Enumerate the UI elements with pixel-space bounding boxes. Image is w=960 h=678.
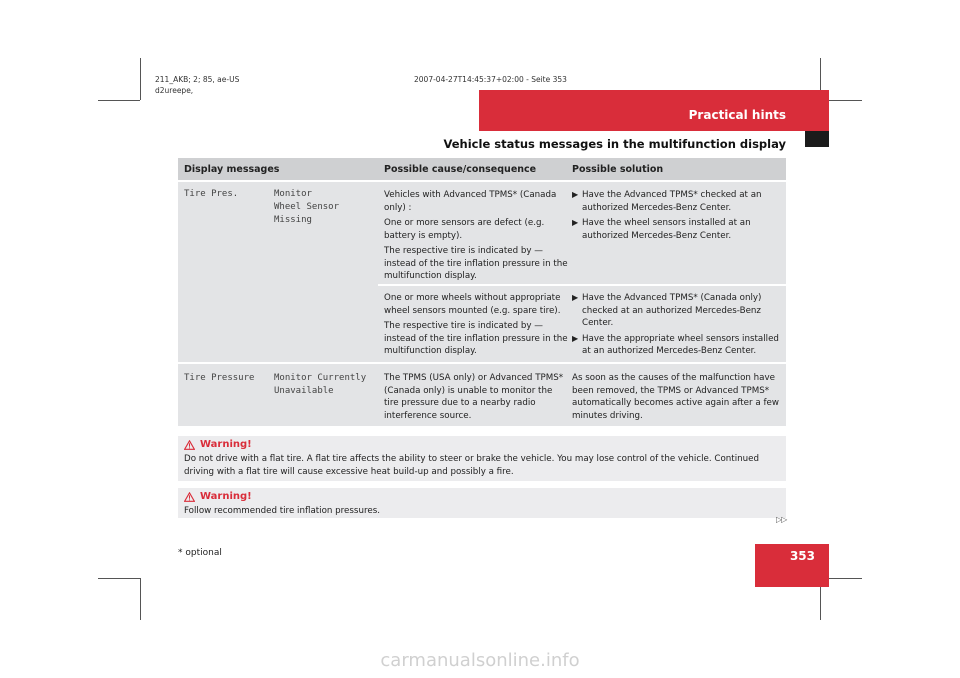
cause-cell: The TPMS (USA only) or Advanced TPMS* (Canada only) is unable to monitor the tire pressure due to a nearby radio interference source. bbox=[384, 373, 564, 421]
warning-triangle-icon bbox=[184, 492, 195, 502]
continued-arrow-icon: ▷▷ bbox=[776, 515, 787, 524]
solution-cell bbox=[572, 292, 780, 361]
page-number: 353 bbox=[789, 549, 815, 563]
solution-cell: As soon as the causes of the malfunction have been removed, the TPMS or Advanced TPMS* automatically becomes active again after a few minutes driving. bbox=[572, 373, 779, 421]
display-message bbox=[274, 188, 339, 227]
solution-item bbox=[572, 217, 780, 242]
arrow-right-icon: ▶ bbox=[572, 218, 579, 227]
crop-mark bbox=[98, 100, 140, 101]
arrow-right-icon: ▶ bbox=[572, 190, 579, 199]
warning-triangle-icon bbox=[184, 440, 195, 450]
cause-text: The respective tire is indicated by — instead of the tire inflation pressure in the multifunction display. bbox=[384, 321, 568, 356]
column-header-solution: Possible solution bbox=[572, 164, 664, 175]
column-header-cause: Possible cause/consequence bbox=[384, 164, 537, 175]
arrow-right-icon: ▶ bbox=[572, 293, 579, 302]
print-code-line2: d2ureepe, bbox=[155, 86, 194, 95]
crop-mark bbox=[140, 578, 141, 620]
warning-title bbox=[184, 491, 252, 502]
message-line: Unavailable bbox=[274, 386, 334, 396]
warning-title-text: Warning! bbox=[200, 439, 252, 450]
message-line: Wheel Sensor bbox=[274, 202, 340, 212]
display-code: Tire Pres. bbox=[184, 189, 239, 199]
status-messages-table bbox=[178, 158, 786, 426]
arrow-right-icon: ▶ bbox=[572, 333, 579, 343]
warning-title bbox=[184, 439, 252, 450]
print-code-line1: 211_AKB; 2; 85, ae-US bbox=[155, 75, 240, 84]
display-code: Tire Pressure bbox=[184, 373, 255, 383]
solution-text: Have the Advanced TPMS* (Canada only) checked at an authorized Mercedes-Benz Center. bbox=[582, 293, 762, 328]
table-row bbox=[178, 362, 786, 426]
cause-cell bbox=[384, 189, 568, 286]
warning-box bbox=[178, 488, 786, 518]
print-meta bbox=[155, 74, 239, 96]
table-header bbox=[178, 158, 786, 180]
print-timestamp: 2007-04-27T14:45:37+02:00 - Seite 353 bbox=[414, 75, 567, 84]
crop-mark bbox=[140, 58, 141, 100]
solution-item bbox=[572, 292, 780, 330]
cause-text: One or more sensors are defect (e.g. battery is empty). bbox=[384, 218, 545, 241]
cause-text: Vehicles with Advanced TPMS* (Canada only) : bbox=[384, 190, 557, 213]
cause-text: One or more wheels without appropriate wheel sensors mounted (e.g. spare tire). bbox=[384, 293, 561, 316]
watermark-footer: carmanualsonline.info bbox=[380, 650, 580, 671]
solution-text: Have the wheel sensors installed at an authorized Mercedes-Benz Center. bbox=[582, 218, 751, 241]
solution-text: Have the Advanced TPMS* checked at an authorized Mercedes-Benz Center. bbox=[582, 190, 762, 213]
cause-cell bbox=[384, 292, 568, 361]
crop-mark bbox=[98, 578, 140, 579]
page-subtitle: Vehicle status messages in the multifunction display bbox=[443, 137, 786, 151]
table-row bbox=[178, 180, 786, 362]
message-line: Monitor bbox=[274, 189, 312, 199]
solution-item bbox=[572, 189, 780, 214]
warning-box bbox=[178, 436, 786, 481]
column-header-display: Display messages bbox=[184, 164, 280, 175]
section-title: Practical hints bbox=[688, 108, 786, 122]
solution-item bbox=[572, 333, 780, 358]
solution-cell bbox=[572, 189, 780, 245]
warning-text: Follow recommended tire inflation pressures. bbox=[184, 506, 380, 516]
solution-text: Have the appropriate wheel sensors installed at an authorized Mercedes-Benz Center. bbox=[582, 333, 779, 356]
cause-text: The respective tire is indicated by — instead of the tire inflation pressure in the multifunction display. bbox=[384, 246, 568, 281]
warning-title-text: Warning! bbox=[200, 491, 252, 502]
footnote: * optional bbox=[178, 548, 222, 558]
warning-text: Do not drive with a flat tire. A flat tire affects the ability to steer or brake the vehicle. You may lose control of the vehicle. Continued driving with a flat tire will cause excessive heat build-up and possibly a fire. bbox=[184, 454, 759, 477]
display-message bbox=[274, 372, 366, 398]
row-divider bbox=[378, 284, 786, 286]
message-line: Missing bbox=[274, 215, 312, 225]
message-line: Monitor Currently bbox=[274, 373, 367, 383]
section-header-tab bbox=[805, 131, 829, 147]
